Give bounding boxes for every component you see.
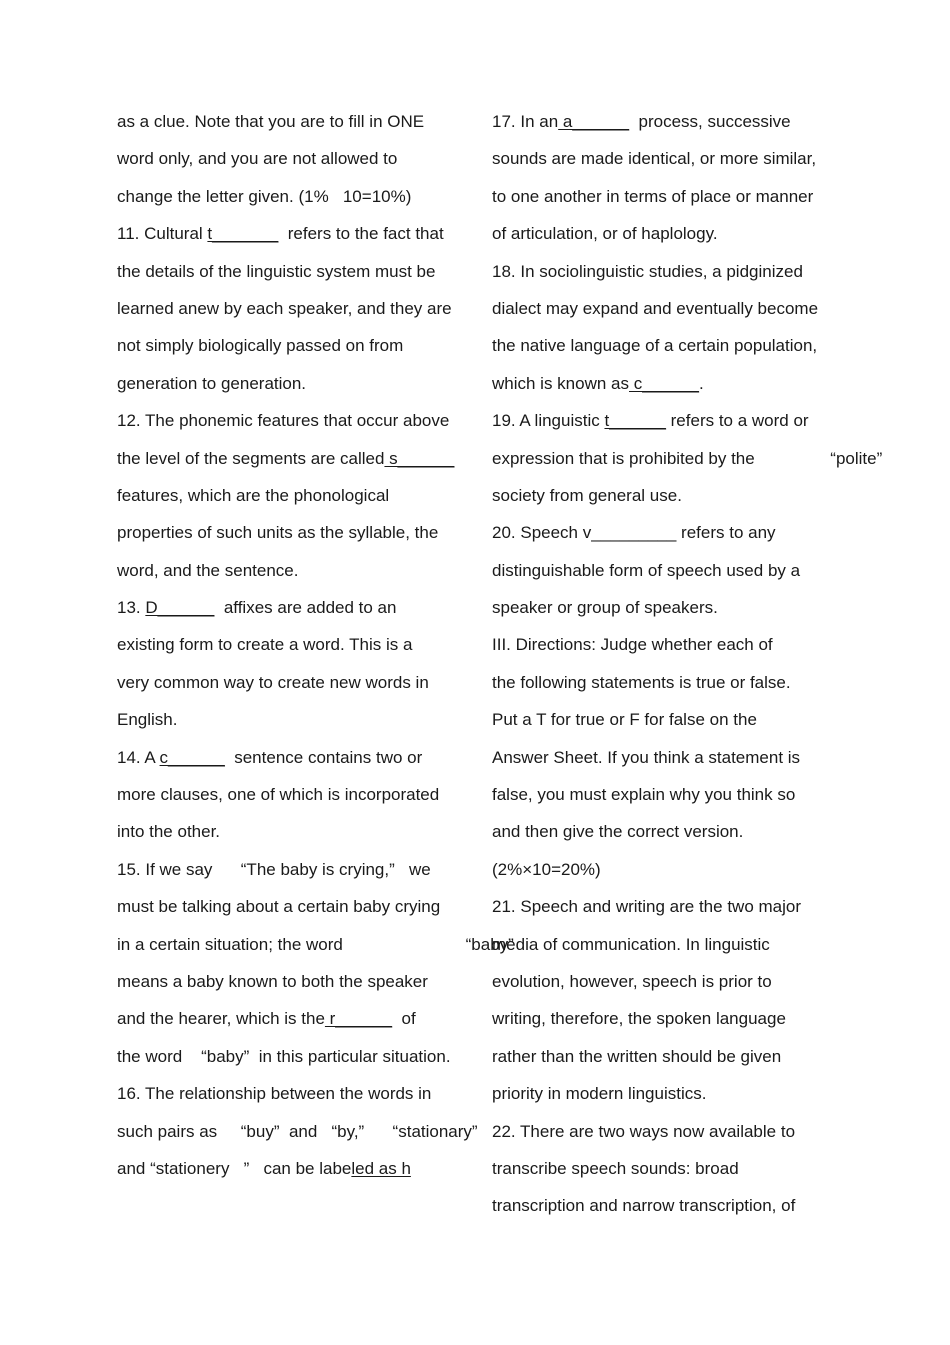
text-line xyxy=(117,1000,489,1037)
text-line: the following statements is true or false. xyxy=(492,672,791,692)
text-line: not simply biologically passed on from xyxy=(117,336,404,356)
text-segment: refers to a word or xyxy=(665,411,809,431)
text-segment: 13. xyxy=(117,598,146,618)
text-line: (2%×10=20%) xyxy=(492,859,601,879)
fill-in-blank: s______ xyxy=(384,448,455,468)
text-segment: which is known as xyxy=(492,373,630,393)
text-line: transcription and narrow transcription, of xyxy=(492,1196,796,1216)
text-line: English. xyxy=(117,710,178,730)
right-text-column xyxy=(492,103,883,1225)
text-line: properties of such units as the syllable, the xyxy=(117,523,439,543)
left-text-column xyxy=(117,103,514,1187)
text-line: features, which are the phonological xyxy=(117,485,390,505)
text-line xyxy=(117,739,489,776)
text-line: 21. Speech and writing are the two major xyxy=(492,897,802,917)
text-line: priority in modern linguistics. xyxy=(492,1084,707,1104)
text-line: such pairs as “buy” and “by,” “stationary” xyxy=(117,1121,478,1141)
text-line: of articulation, or of haplology. xyxy=(492,224,718,244)
text-line: rather than the written should be given xyxy=(492,1046,782,1066)
text-line xyxy=(492,402,842,439)
text-line: expression that is prohibited by the “polite” xyxy=(492,448,883,468)
text-line: must be talking about a certain baby crying xyxy=(117,897,441,917)
text-line: media of communication. In linguistic xyxy=(492,934,770,954)
text-line: Put a T for true or F for false on the xyxy=(492,710,757,730)
text-line: into the other. xyxy=(117,822,221,842)
text-line xyxy=(117,589,489,626)
fill-in-blank: t_______ xyxy=(207,224,279,244)
text-line: word, and the sentence. xyxy=(117,560,299,580)
text-line: 20. Speech v_________ refers to any xyxy=(492,523,776,543)
text-segment: 19. A linguistic xyxy=(492,411,605,431)
text-line: 16. The relationship between the words in xyxy=(117,1084,432,1104)
text-line: Answer Sheet. If you think a statement is xyxy=(492,747,801,767)
text-line: means a baby known to both the speaker xyxy=(117,971,428,991)
text-segment: sentence contains two or xyxy=(224,747,423,767)
text-segment: . xyxy=(698,373,704,393)
text-line: learned anew by each speaker, and they are xyxy=(117,298,452,318)
text-segment: 14. A xyxy=(117,747,160,767)
text-line: III. Directions: Judge whether each of xyxy=(492,635,773,655)
text-line: existing form to create a word. This is a xyxy=(117,635,413,655)
text-segment: process, successive xyxy=(629,112,791,131)
fill-in-blank: led as h xyxy=(351,1158,411,1178)
text-line: false, you must explain why you think so xyxy=(492,785,796,805)
text-line: to one another in terms of place or manner xyxy=(492,186,814,206)
text-line: in a certain situation; the word “baby” xyxy=(117,934,514,954)
text-line: very common way to create new words in xyxy=(117,672,429,692)
text-line: the details of the linguistic system must be xyxy=(117,261,436,281)
text-line: 12. The phonemic features that occur above xyxy=(117,411,450,431)
text-line: distinguishable form of speech used by a xyxy=(492,560,801,580)
text-line: society from general use. xyxy=(492,485,682,505)
text-line xyxy=(492,103,842,140)
fill-in-blank: r______ xyxy=(324,1009,393,1029)
fill-in-blank: t______ xyxy=(604,411,666,431)
fill-in-blank: c______ xyxy=(629,373,699,393)
text-line: dialect may expand and eventually become xyxy=(492,298,819,318)
text-line: change the letter given. (1% 10=10%) xyxy=(117,186,412,206)
fill-in-blank: D______ xyxy=(145,598,215,618)
text-line: 22. There are two ways now available to xyxy=(492,1121,796,1141)
text-line: and then give the correct version. xyxy=(492,822,744,842)
text-line: transcribe speech sounds: broad xyxy=(492,1158,739,1178)
text-line xyxy=(117,1150,489,1187)
text-segment: refers to the fact that xyxy=(278,224,444,244)
text-segment: and the hearer, which is the xyxy=(117,1009,325,1029)
text-line: generation to generation. xyxy=(117,373,307,393)
text-line: evolution, however, speech is prior to xyxy=(492,971,772,991)
text-segment: affixes are added to an xyxy=(214,598,397,618)
text-line: 18. In sociolinguistic studies, a pidginized xyxy=(492,261,803,281)
text-line: the word “baby” in this particular situation. xyxy=(117,1046,451,1066)
text-line: speaker or group of speakers. xyxy=(492,598,718,618)
text-line: as a clue. Note that you are to fill in ONE xyxy=(117,112,425,131)
text-segment: and “stationery ” can be labe xyxy=(117,1158,352,1178)
text-line xyxy=(117,215,489,252)
fill-in-blank: a______ xyxy=(558,112,630,131)
text-segment: 11. Cultural xyxy=(117,224,208,244)
text-line xyxy=(492,365,842,402)
text-segment: of xyxy=(392,1009,416,1029)
text-line: more clauses, one of which is incorporated xyxy=(117,785,440,805)
text-line xyxy=(117,440,489,477)
text-line: sounds are made identical, or more similar, xyxy=(492,149,817,169)
text-line: word only, and you are not allowed to xyxy=(117,149,398,169)
text-segment: the level of the segments are called xyxy=(117,448,385,468)
text-segment: 17. In an xyxy=(492,112,559,131)
text-line: writing, therefore, the spoken language xyxy=(492,1009,786,1029)
fill-in-blank: c______ xyxy=(159,747,225,767)
text-line: 15. If we say “The baby is crying,” we xyxy=(117,859,431,879)
text-line: the native language of a certain population, xyxy=(492,336,818,356)
